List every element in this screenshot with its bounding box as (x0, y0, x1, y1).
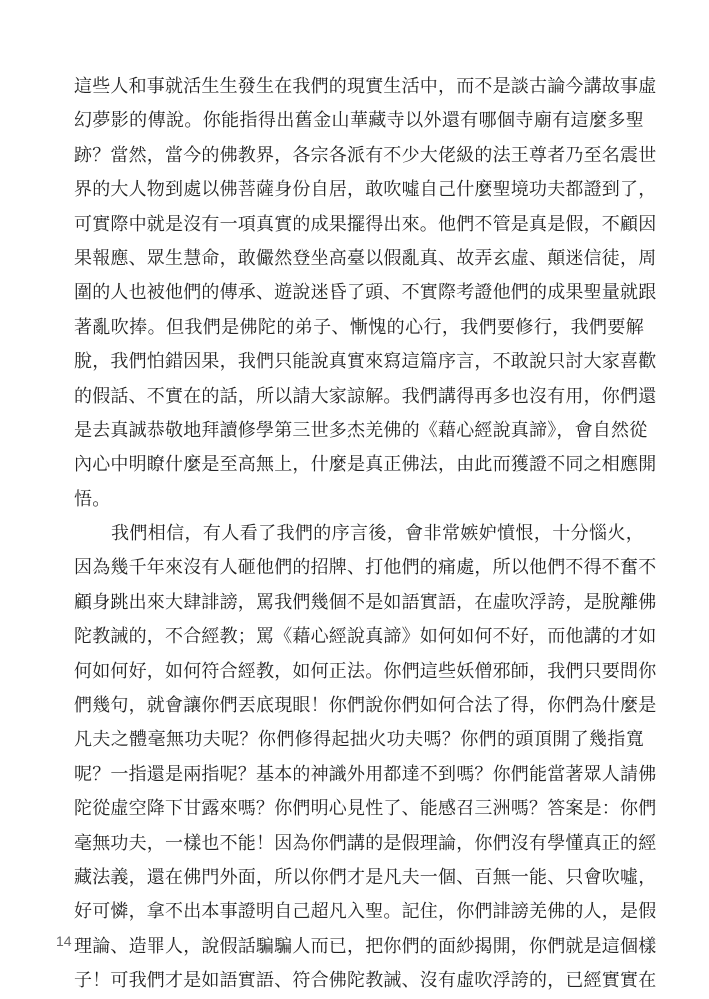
text-line: 因為幾千年來沒有人砸他們的招牌、打他們的痛處，所以他們不得不奮不 (74, 557, 657, 579)
text-line: 顧身跳出來大肆誹謗，罵我們幾個不是如語實語，在虛吹浮誇，是脫離佛 (74, 591, 657, 613)
paragraph-1 (74, 70, 657, 517)
paragraph-2 (74, 517, 657, 998)
text-line: 凡夫之體毫無功夫呢？你們修得起拙火功夫嗎？你們的頭頂開了幾指寬 (74, 729, 644, 751)
text-line: 何如何好，如何符合經教，如何正法。你們這些妖僧邪師，我們只要問你 (74, 660, 657, 682)
text-line: 界的大人物到處以佛菩薩身份自居，敢吹噓自己什麼聖境功夫都證到了， (74, 179, 657, 201)
text-line: 圍的人也被他們的傳承、遊說迷昏了頭、不實際考證他們的成果聖量就跟 (74, 282, 657, 304)
text-line: 子！可我們才是如語實語、符合佛陀教誡、沒有虛吹浮誇的，已經實實在 (74, 970, 657, 992)
text-line: 幻夢影的傳說。你能指得出舊金山華藏寺以外還有哪個寺廟有這麼多聖 (74, 110, 644, 132)
text-line: 好可憐，拿不出本事證明自己超凡入聖。記住，你們誹謗羌佛的人，是假 (74, 901, 657, 923)
text-line: 果報應、眾生慧命，敢儼然登坐高臺以假亂真、故弄玄虛、顛迷信徒，周 (74, 247, 657, 269)
text-line: 理論、造罪人，說假話騙騙人而已，把你們的面紗揭開，你們就是這個樣 (74, 935, 657, 957)
text-line: 脫，我們怕錯因果，我們只能說真實來寫這篇序言，不敢說只討大家喜歡 (74, 351, 657, 373)
text-line: 藏法義，還在佛門外面，所以你們才是凡夫一個、百無一能、只會吹噓， (74, 866, 657, 888)
body-text (74, 70, 657, 999)
text-line: 的假話、不實在的話，所以請大家諒解。我們講得再多也沒有用，你們還 (74, 385, 657, 407)
text-line: 跡？當然，當今的佛教界，各宗各派有不少大佬級的法王尊者乃至名震世 (74, 144, 657, 166)
text-line: 是去真誠恭敬地拜讀修學第三世多杰羌佛的《藉心經說真諦》，會自然從 (74, 419, 648, 441)
text-line: 陀教誡的，不合經教；罵《藉心經說真諦》如何如何不好，而他講的才如 (74, 626, 657, 648)
text-line: 們幾句，就會讓你們丟底現眼！你們說你們如何合法了得，你們為什麼是 (74, 695, 657, 717)
text-line: 毫無功夫，一樣也不能！因為你們講的是假理論，你們沒有學懂真正的經 (74, 832, 657, 854)
text-line: 這些人和事就活生生發生在我們的現實生活中，而不是談古論今講故事虛 (74, 76, 657, 97)
text-line: 內心中明瞭什麼是至高無上，什麼是真正佛法，由此而獲證不同之相應開 (74, 454, 657, 476)
text-line: 我們相信，有人看了我們的序言後，會非常嫉妒憤恨，十分惱火， (111, 523, 644, 545)
text-line: 陀從虛空降下甘露來嗎？你們明心見性了、能感召三洲嗎？答案是：你們 (74, 798, 657, 820)
text-line: 呢？一指還是兩指呢？基本的神識外用都達不到嗎？你們能當著眾人請佛 (74, 763, 657, 785)
page-number: 14 (56, 933, 72, 949)
text-line: 可實際中就是沒有一項真實的成果擺得出來。他們不管是真是假，不顧因 (74, 213, 657, 235)
text-line: 悟。 (74, 488, 111, 510)
text-line: 著亂吹捧。但我們是佛陀的弟子、慚愧的心行，我們要修行，我們要解 (74, 316, 644, 338)
